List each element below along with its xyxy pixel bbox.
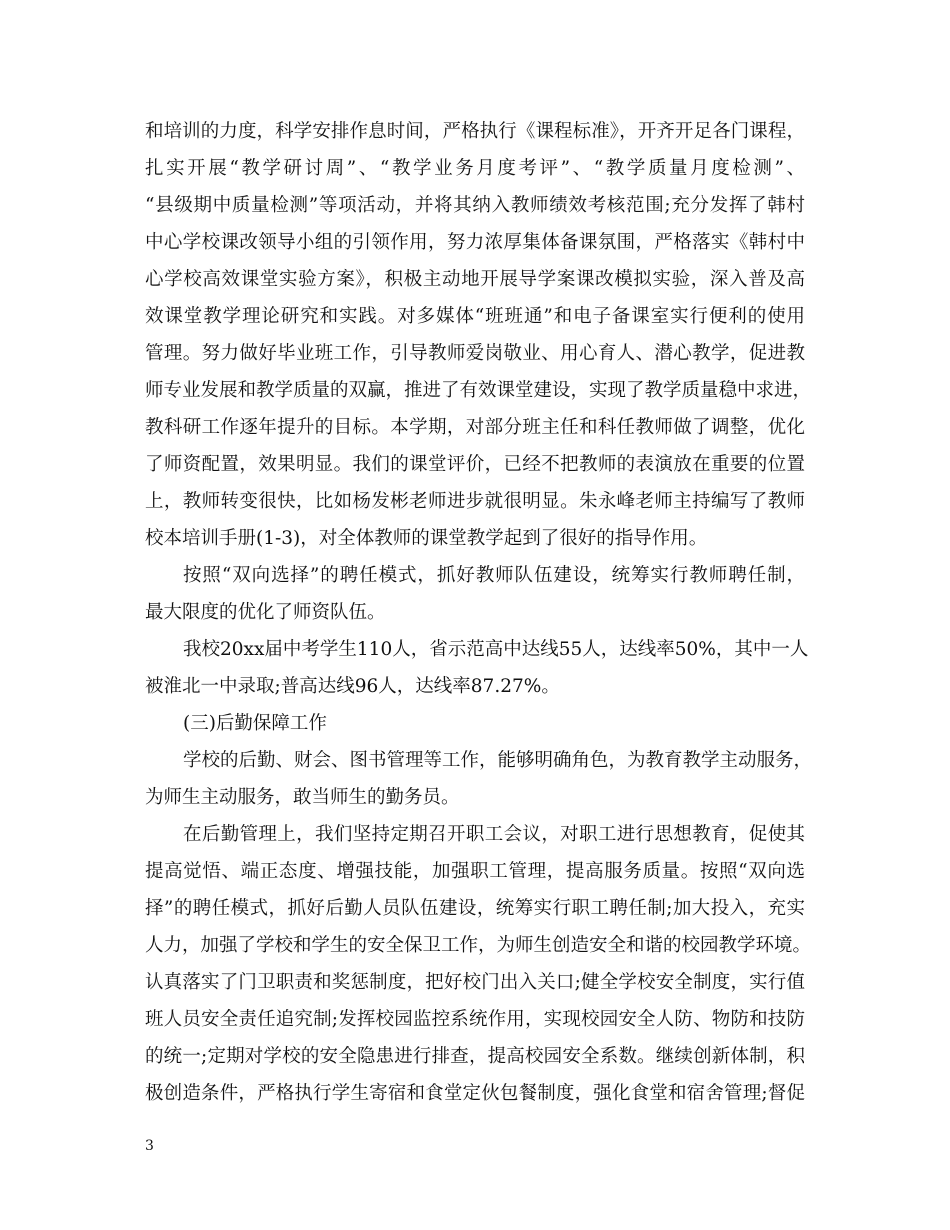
body-text-line: 择”的聘任模式，抓好后勤人员队伍建设，统筹实行职工聘任制;加大投入，充实: [145, 898, 805, 919]
body-text-line: 中心学校课改领导小组的引领作用，努力浓厚集体备课氛围，严格落实《韩村中: [145, 232, 805, 253]
body-text-line: 认真落实了门卫职责和奖惩制度，把好校门出入关口;健全学校安全制度，实行值: [145, 972, 805, 993]
body-text-line: 极创造条件，严格执行学生寄宿和食堂定伙包餐制度，强化食堂和宿舍管理;督促: [145, 1083, 805, 1104]
page-number: 3: [145, 1138, 154, 1154]
body-text-line: “县级期中质量检测”等项活动，并将其纳入教师绩效考核范围;充分发挥了韩村: [145, 195, 805, 216]
body-text-line: 心学校高效课堂实验方案》，积极主动地开展导学案课改模拟实验，深入普及高: [145, 269, 805, 290]
body-text-line: 扎实开展“教学研讨周”、“教学业务月度考评”、“教学质量月度检测”、: [145, 158, 805, 179]
paragraph-first-line: 按照“双向选择”的聘任模式，抓好教师队伍建设，统筹实行教师聘任制，: [183, 565, 805, 586]
body-text-line: 的统一;定期对学校的安全隐患进行排查，提高校园安全系数。继续创新体制，积: [145, 1046, 805, 1067]
body-text-line: 师专业发展和教学质量的双赢，推进了有效课堂建设，实现了教学质量稳中求进，: [145, 380, 812, 401]
paragraph-first-line: 我校20xx届中考学生110人，省示范高中达线55人，达线率50%，其中一人: [183, 639, 809, 660]
body-text-line: 最大限度的优化了师资队伍。: [145, 602, 386, 623]
body-text-line: 教科研工作逐年提升的目标。本学期，对部分班主任和科任教师做了调整，优化: [145, 417, 805, 438]
paragraph-first-line: 在后勤管理上，我们坚持定期召开职工会议，对职工进行思想教育，促使其: [183, 824, 805, 845]
body-text-line: 校本培训手册(1-3)，对全体教师的课堂教学起到了很好的指导作用。: [145, 528, 708, 549]
body-text-line: 上，教师转变很快，比如杨发彬老师进步就很明显。朱永峰老师主持编写了教师: [145, 491, 805, 512]
paragraph-first-line: 学校的后勤、财会、图书管理等工作，能够明确角色，为教育教学主动服务，: [183, 750, 813, 771]
body-text-line: 了师资配置，效果明显。我们的课堂评价，已经不把教师的表演放在重要的位置: [145, 454, 805, 475]
body-text-line: 班人员安全责任追究制;发挥校园监控系统作用，实现校园安全人防、物防和技防: [145, 1009, 805, 1030]
body-text-line: 被淮北一中录取;普高达线96人，达线率87.27%。: [145, 676, 560, 697]
section-heading: (三)后勤保障工作: [183, 713, 327, 734]
body-text-line: 为师生主动服务，敢当师生的勤务员。: [145, 787, 460, 808]
body-text-line: 提高觉悟、端正态度、增强技能，加强职工管理，提高服务质量。按照“双向选: [145, 861, 805, 882]
body-text-line: 管理。努力做好毕业班工作，引导教师爱岗敬业、用心育人、潜心教学，促进教: [145, 343, 805, 364]
body-text-line: 人力，加强了学校和学生的安全保卫工作，为师生创造安全和谐的校园教学环境。: [145, 935, 812, 956]
body-text-line: 和培训的力度，科学安排作息时间，严格执行《课程标准》，开齐开足各门课程，: [145, 121, 805, 142]
body-text-line: 效课堂教学理论研究和实践。对多媒体“班班通”和电子备课室实行便利的使用: [145, 306, 805, 327]
